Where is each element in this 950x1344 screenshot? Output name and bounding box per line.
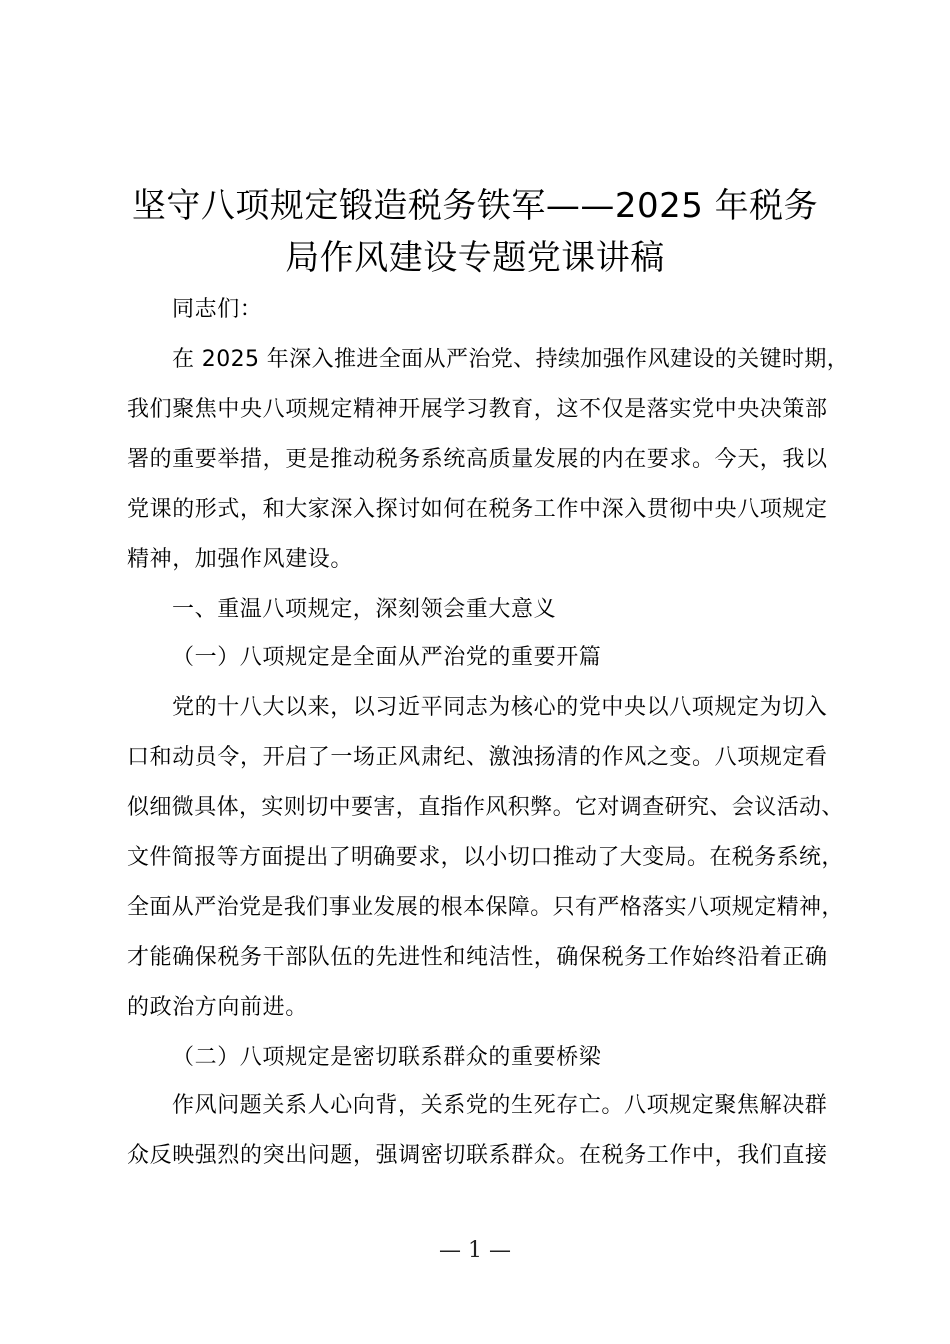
- title-line-1: 坚守八项规定锻造税务铁军——2025 年税务: [131, 186, 819, 226]
- paragraph-2-line-4: 文件简报等方面提出了明确要求，以小切口推动了大变局。在税务系统，: [127, 845, 844, 870]
- paragraph-2-line-3: 似细微具体，实则切中要害，直指作风积弊。它对调查研究、会议活动、: [127, 795, 844, 820]
- subsection-2-heading: （二）八项规定是密切联系群众的重要桥梁: [172, 1045, 602, 1070]
- document-title: [100, 180, 850, 284]
- paragraph-3-line-2: 众反映强烈的突出问题，强调密切联系群众。在税务工作中，我们直接: [127, 1143, 828, 1168]
- paragraph-1-line-1: 在 2025 年深入推进全面从严治党、持续加强作风建设的关键时期，: [172, 347, 850, 372]
- page-number: — 1 —: [439, 1238, 511, 1263]
- paragraph-1-line-4: 党课的形式，和大家深入探讨如何在税务工作中深入贯彻中央八项规定: [127, 497, 828, 522]
- paragraph-3-line-1: 作风问题关系人心向背，关系党的生死存亡。八项规定聚焦解决群: [172, 1093, 828, 1118]
- section-1-heading: 一、重温八项规定，深刻领会重大意义: [172, 597, 557, 622]
- paragraph-1-line-2: 我们聚焦中央八项规定精神开展学习教育，这不仅是落实党中央决策部: [127, 397, 828, 422]
- title-line-2: 局作风建设专题党课讲稿: [285, 238, 665, 278]
- paragraph-2-line-2: 口和动员令，开启了一场正风肃纪、激浊扬清的作风之变。八项规定看: [127, 745, 828, 770]
- subsection-1-heading: （一）八项规定是全面从严治党的重要开篇: [172, 645, 602, 670]
- salutation: 同志们：: [172, 297, 263, 322]
- paragraph-1-line-3: 署的重要举措，更是推动税务系统高质量发展的内在要求。今天，我以: [127, 447, 828, 472]
- paragraph-2-line-6: 才能确保税务干部队伍的先进性和纯洁性，确保税务工作始终沿着正确: [127, 945, 828, 970]
- paragraph-1-line-5: 精神，加强作风建设。: [127, 547, 354, 572]
- paragraph-2-line-1: 党的十八大以来，以习近平同志为核心的党中央以八项规定为切入: [172, 695, 828, 720]
- paragraph-2-line-7: 的政治方向前进。: [127, 995, 308, 1020]
- paragraph-2-line-5: 全面从严治党是我们事业发展的根本保障。只有严格落实八项规定精神，: [127, 895, 844, 920]
